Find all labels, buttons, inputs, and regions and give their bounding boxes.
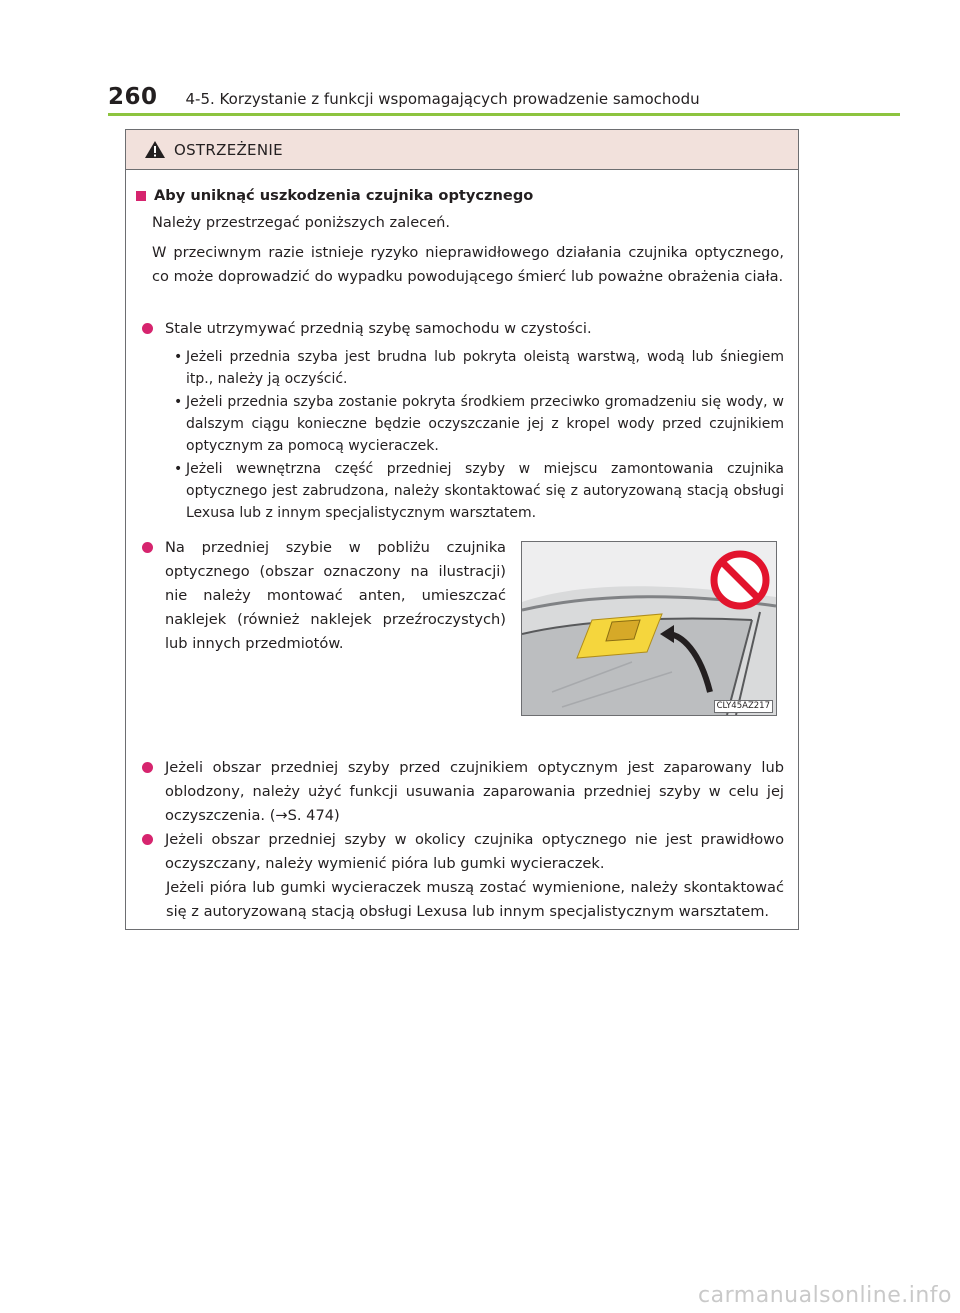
warning-header	[126, 130, 798, 170]
bullet-item: • Jeżeli przednia szyba zostanie pokryta środkiem przeciwko gromadzeniu się wody, w dalszym ciągu konieczne będzie oczyszczanie jej z kropel wody przed czujnikiem optycznym za pomocą wycieraczek.	[166, 391, 784, 457]
section-title: 4-5. Korzystanie z funkcji wspomagających prowadzenie samochodu	[185, 90, 700, 108]
square-bullet-icon	[136, 191, 146, 201]
warning-triangle-icon	[144, 140, 166, 159]
consequence-text: W przeciwnym razie istnieje ryzyko nieprawidłowego działania czujnika optycznego, co może doprowadzić do wypadku powodującego śmierć lub poważne obrażenia ciała.	[152, 244, 784, 285]
intro-text: Należy przestrzegać poniższych zaleceń.	[152, 214, 451, 231]
warning-title: OSTRZEŻENIE	[174, 140, 283, 159]
bullet-text: Jeżeli przednia szyba zostanie pokryta środkiem przeciwko gromadzeniu się wody, w dalszym ciągu konieczne będzie oczyszczanie jej z kropel wody przed czujnikiem optycznym za pomocą wycieraczek.	[186, 394, 784, 454]
item-text: Jeżeli obszar przedniej szyby przed czujnikiem optycznym jest zaparowany lub oblodzony, należy użyć funkcji usuwania zaparowania przedniej szyby w celu jej oczyszczenia. (→S. 474)	[165, 759, 784, 824]
header-rule	[108, 113, 900, 116]
item-text: Stale utrzymywać przednią szybę samochodu w czystości.	[165, 320, 592, 337]
dot-bullet-icon	[142, 323, 153, 334]
list-item	[136, 828, 784, 876]
bullet-list	[166, 346, 784, 525]
bullet-item: • Jeżeli wewnętrzna część przedniej szyby w miejscu zamontowania czujnika optycznego jest zabrudzona, należy skontaktować się z autoryzowaną stacją obsługi Lexusa lub z innym specjalistycznym warsztatem.	[166, 458, 784, 524]
bullet-text: Jeżeli wewnętrzna część przedniej szyby w miejscu zamontowania czujnika optycznego jest zabrudzona, należy skontaktować się z autoryzowaną stacją obsługi Lexusa lub z innym specjalistycznym warsztatem.	[186, 461, 784, 521]
windshield-illustration	[522, 542, 776, 715]
illustration-code: CLY45AZ217	[714, 700, 773, 713]
warning-box	[125, 129, 799, 930]
page-number: 260	[108, 84, 158, 110]
page-header	[108, 84, 700, 110]
list-item	[136, 317, 784, 341]
watermark: carmanualsonline.info	[698, 1283, 952, 1308]
dot-bullet-icon	[142, 762, 153, 773]
sensor-illustration	[521, 541, 777, 716]
item-text: Jeżeli obszar przedniej szyby w okolicy czujnika optycznego nie jest prawidłowo oczyszczany, należy wymienić pióra lub gumki wycieraczek.	[165, 831, 784, 872]
item-continuation: Jeżeli pióra lub gumki wycieraczek muszą zostać wymienione, należy skontaktować się z autoryzowaną stacją obsługi Lexusa lub innym specjalistycznym warsztatem.	[166, 879, 784, 920]
list-item	[136, 536, 506, 656]
bullet-item: • Jeżeli przednia szyba jest brudna lub pokryta oleistą warstwą, wodą lub śniegiem itp., należy ją oczyścić.	[166, 346, 784, 390]
item-text: Na przedniej szybie w pobliżu czujnika optycznego (obszar oznaczony na ilustracji) nie należy montować anten, umieszczać naklejek (również naklejek przeźroczystych) lub innych przedmiotów.	[165, 539, 506, 652]
bullet-text: Jeżeli przednia szyba jest brudna lub pokryta oleistą warstwą, wodą lub śniegiem itp., należy ją oczyścić.	[186, 349, 784, 387]
subheading: Aby uniknąć uszkodzenia czujnika optycznego	[154, 187, 534, 204]
subheading-block	[136, 184, 533, 208]
list-item	[136, 756, 784, 828]
dot-bullet-icon	[142, 834, 153, 845]
dot-bullet-icon	[142, 542, 153, 553]
